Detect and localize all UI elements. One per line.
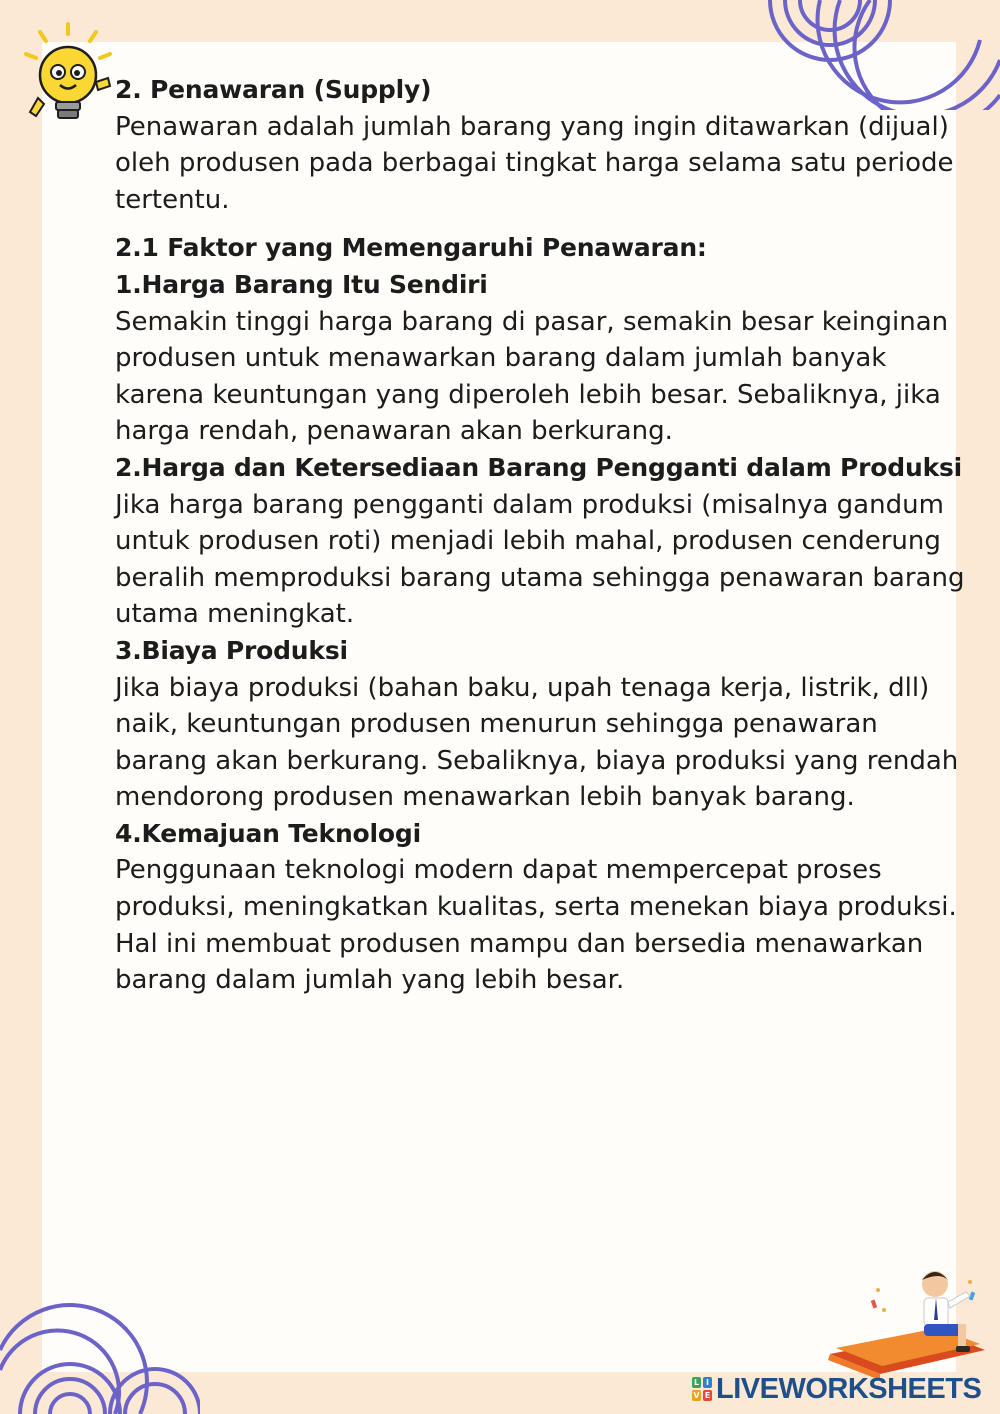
logo-letter: I: [703, 1377, 712, 1388]
intro-paragraph: Penawaran adalah jumlah barang yang ingin ditawarkan (dijual) oleh produsen pada berbagai tingkat harga selama satu periode tertentu.: [115, 111, 954, 215]
logo-letter: L: [693, 1378, 700, 1387]
factor-text: Penggunaan teknologi modern dapat mempercepat proses produksi, meningkatkan kualitas, serta menekan biaya produksi. Hal ini membuat produsen mampu dan bersedia menawarkan barang dalam jumlah yang lebih besar.: [115, 855, 957, 996]
factor-text: Jika harga barang pengganti dalam produksi (misalnya gandum untuk produsen roti) menjadi lebih mahal, produsen cenderung beralih memproduksi barang utama sehingga penawaran barang utama meningkat.: [115, 489, 965, 630]
liveworksheets-logo-icon: [692, 1377, 712, 1401]
logo-letter: E: [704, 1391, 711, 1400]
logo-letter: V: [693, 1391, 700, 1400]
subsection-title: 2.1 Faktor yang Memengaruhi Penawaran:: [115, 233, 707, 263]
document-body: [115, 72, 965, 999]
student-on-books-illustration: [820, 1262, 995, 1380]
watermark-text: LIVEWORKSHEETS: [716, 1372, 982, 1405]
liveworksheets-watermark: [692, 1374, 981, 1404]
factor-title: 1.Harga Barang Itu Sendiri: [115, 269, 488, 299]
lightbulb-icon: [18, 20, 118, 132]
factor-title: 2.Harga dan Ketersediaan Barang Pengganti dalam Produksi: [115, 452, 963, 482]
arcs-decoration-bottom-left: [0, 1290, 200, 1414]
section-title: 2. Penawaran (Supply): [115, 75, 432, 104]
factor-text: Semakin tinggi harga barang di pasar, semakin besar keinginan produsen untuk menawarkan barang dalam jumlah banyak karena keuntungan yang diperoleh lebih besar. Sebaliknya, jika harga rendah, penawaran akan berkurang.: [115, 306, 949, 447]
factor-text: Jika biaya produksi (bahan baku, upah tenaga kerja, listrik, dll) naik, keuntungan produsen menurun sehingga penawaran barang akan berkurang. Sebaliknya, biaya produksi yang rendah mendorong produsen menawarkan lebih banyak barang.: [115, 672, 959, 813]
factor-title: 4.Kemajuan Teknologi: [115, 818, 421, 848]
factor-title: 3.Biaya Produksi: [115, 635, 348, 665]
